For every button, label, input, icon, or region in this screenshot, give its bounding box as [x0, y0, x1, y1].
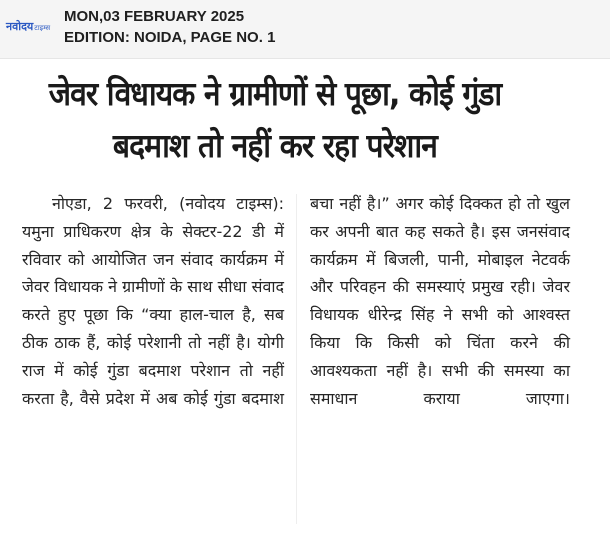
article-column-2: [310, 190, 570, 412]
article-column-1: [22, 190, 284, 412]
column-2-text: बचा नहीं है।” अगर कोई दिक्कत हो तो खुल कर अपनी बात कह सकते है। इस जनसंवाद कार्यक्रम में बिजली, पानी, मोबाइल नेटवर्क और परिवहन की समस्याएं प्रमुख रही। जेवर विधायक धीरेन्द्र सिंह ने सभी को आश्वस्त किया कि किसी को चिंता करने की आवश्यकता नहीं है। सभी की समस्या का समाधान कराया जाएगा।: [310, 194, 570, 408]
publication-date: MON,03 FEBRUARY 2025: [64, 8, 245, 25]
newspaper-logo: [6, 14, 54, 40]
logo-subtext: टाइम्स: [34, 24, 51, 32]
adjacent-article-edge: [596, 58, 610, 542]
article-headline: जेवर विधायक ने ग्रामीणों से पूछा, कोई गुंडा बदमाश तो नहीं कर रहा परेशान: [48, 74, 502, 165]
column-divider: [296, 194, 297, 524]
column-1-text: नोएडा, 2 फरवरी, (नवोदय टाइम्स): यमुना प्राधिकरण क्षेत्र के सेक्टर-22 डी में रविवार को आयोजित जन संवाद कार्यक्रम में जेवर विधायक ने ग्रामीणों के साथ सीधा संवाद करते हुए पूछा कि “क्या हाल-चाल है, सब ठीक ठाक हैं, कोई परेशानी तो नहीं है। योगी राज में कोई गुंडा बदमाश परेशान तो नहीं करता है, वैसे प्रदेश में अब कोई गुंडा बदमाश: [22, 194, 284, 408]
masthead-bar: [0, 0, 610, 59]
logo-text: नवोदय: [6, 20, 34, 33]
edition-info: EDITION: NOIDA, PAGE NO. 1: [64, 29, 276, 46]
